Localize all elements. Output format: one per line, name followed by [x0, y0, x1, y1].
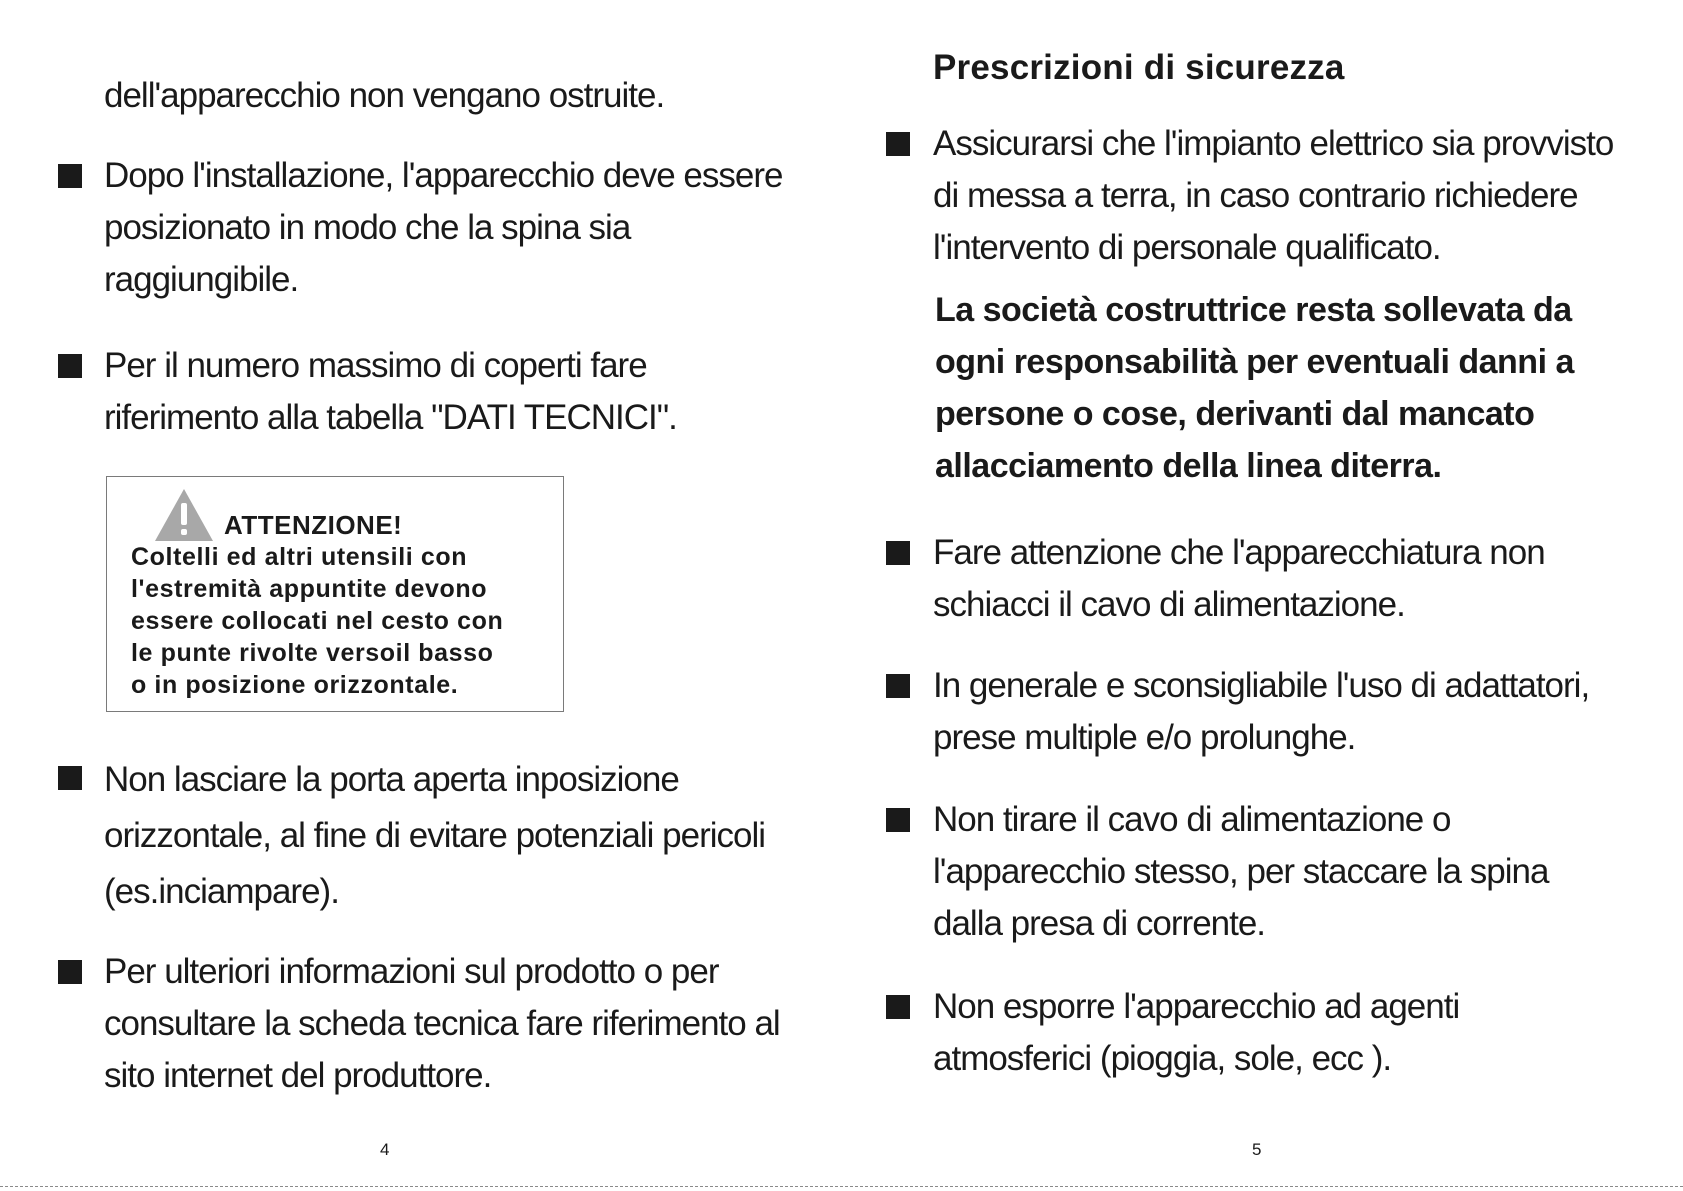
bullet-text: Non tirare il cavo di alimentazione o l'apparecchio stesso, per staccare la spina dalla presa di corrente. — [933, 800, 1549, 943]
bullet-item-adattatori — [886, 660, 1589, 764]
bullet-text: Non lasciare la porta aperta inposizione orizzontale, al fine di evitare potenziali pericoli (es.inciampare). — [104, 760, 766, 911]
bold-notice: La società costruttrice resta sollevata da ogni responsabilità per eventuali danni a persone o cose, derivanti dal mancato allacciamento della linea diterra. — [935, 291, 1574, 485]
square-bullet-icon — [58, 354, 82, 378]
warning-triangle-icon — [153, 487, 215, 543]
bullet-text: In generale e sconsigliabile l'uso di adattatori, prese multiple e/o prolunghe. — [933, 666, 1590, 757]
square-bullet-icon — [886, 995, 910, 1019]
left-page — [0, 0, 840, 1191]
bullet-item-cavo — [886, 527, 1545, 631]
continuation-line: dell'apparecchio non vengano ostruite. — [104, 76, 665, 115]
right-page — [840, 0, 1683, 1191]
warning-title: ATTENZIONE! — [224, 510, 403, 540]
bullet-item-porta — [58, 752, 765, 920]
square-bullet-icon — [58, 164, 82, 188]
square-bullet-icon — [58, 960, 82, 984]
bullet-item-agenti-atmosferici — [886, 981, 1459, 1085]
warning-box — [106, 476, 564, 712]
bullet-text: Per il numero massimo di coperti fare riferimento alla tabella "DATI TECNICI". — [104, 346, 677, 437]
square-bullet-icon — [58, 766, 82, 790]
square-bullet-icon — [886, 808, 910, 832]
bullet-item-informazioni — [58, 946, 780, 1102]
bullet-item-coperti — [58, 340, 677, 444]
page-number: 4 — [380, 1140, 390, 1159]
bullet-text: Per ulteriori informazioni sul prodotto o per consultare la scheda tecnica fare riferimento al sito internet del produttore. — [104, 952, 780, 1095]
cut-line-divider — [0, 1186, 1683, 1187]
square-bullet-icon — [886, 132, 910, 156]
bullet-item-placement — [58, 150, 782, 306]
square-bullet-icon — [886, 541, 910, 565]
page-number: 5 — [1252, 1140, 1262, 1159]
bullet-text: Dopo l'installazione, l'apparecchio deve essere posizionato in modo che la spina sia raggiungibile. — [104, 156, 783, 299]
warning-body: Coltelli ed altri utensili con l'estremità appuntite devono essere collocati nel cesto con le punte rivolte versoil basso o in posizione orizzontale. — [131, 543, 504, 699]
square-bullet-icon — [886, 674, 910, 698]
bullet-text: Assicurarsi che l'impianto elettrico sia provvisto di messa a terra, in caso contrario richiedere l'intervento di personale qualificato. — [933, 124, 1614, 267]
section-title: Prescrizioni di sicurezza — [933, 48, 1345, 87]
bullet-text: Fare attenzione che l'apparecchiatura non schiacci il cavo di alimentazione. — [933, 533, 1545, 624]
bullet-item-messa-a-terra — [886, 118, 1613, 274]
bullet-text: Non esporre l'apparecchio ad agenti atmosferici (pioggia, sole, ecc ). — [933, 987, 1460, 1078]
bullet-item-tirare-cavo — [886, 794, 1548, 950]
